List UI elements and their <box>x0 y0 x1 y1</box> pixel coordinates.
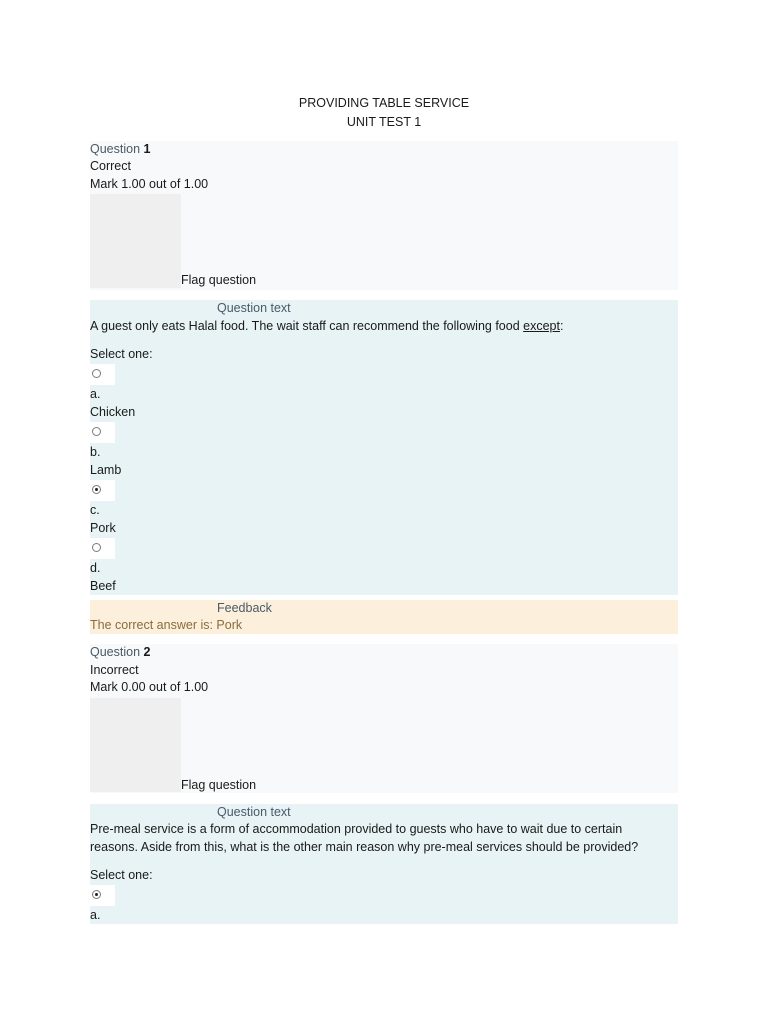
question-2-select-label: Select one: <box>90 868 153 882</box>
feedback-header: Feedback <box>217 601 272 615</box>
question-2-label: Question 2 <box>90 645 151 659</box>
radio-icon <box>92 427 101 436</box>
question-1-label: Question 1 <box>90 142 151 156</box>
radio-icon <box>92 369 101 378</box>
title-line-2: UNIT TEST 1 <box>346 115 422 129</box>
question-1-text-block <box>90 300 678 595</box>
question-1-info <box>90 141 678 290</box>
title-line-1: PROVIDING TABLE SERVICE <box>298 96 470 110</box>
question-2-flag-link[interactable]: Flag question <box>181 778 257 792</box>
question-2-option-a-radio[interactable] <box>90 885 115 906</box>
option-d-text: Beef <box>90 579 116 593</box>
question-2-number: 2 <box>143 645 151 659</box>
question-1-state: Correct <box>90 159 131 173</box>
option-b-radio[interactable] <box>90 422 115 443</box>
question-2-state: Incorrect <box>90 663 139 677</box>
question-2-prompt-line-2: reasons. Aside from this, what is the other main reason why pre-meal services should be provided? <box>90 840 639 854</box>
question-2-text-header: Question text <box>217 805 291 819</box>
feedback-text: The correct answer is: Pork <box>90 618 243 632</box>
question-1-mark: Mark 1.00 out of 1.00 <box>90 177 209 191</box>
question-1-prompt-emphasis: except <box>523 319 560 333</box>
radio-icon <box>92 543 101 552</box>
question-2-flag-image <box>90 698 181 792</box>
question-2-info <box>90 644 678 793</box>
option-c-radio[interactable] <box>90 480 115 501</box>
question-1-feedback <box>90 600 678 634</box>
radio-selected-icon <box>92 485 101 494</box>
option-b-text: Lamb <box>90 463 122 477</box>
question-1-text-header: Question text <box>217 301 291 315</box>
option-a-letter: a. <box>90 387 101 401</box>
question-1-prompt: A guest only eats Halal food. The wait staff can recommend the following food except: <box>90 319 564 333</box>
document-title <box>0 94 768 132</box>
option-b-letter: b. <box>90 445 101 459</box>
option-c-text: Pork <box>90 521 116 535</box>
question-1-flag-image <box>90 194 181 288</box>
question-1-select-label: Select one: <box>90 347 153 361</box>
question-1-flag-link[interactable]: Flag question <box>181 273 257 287</box>
option-d-radio[interactable] <box>90 538 115 559</box>
question-2-prompt-line-1: Pre-meal service is a form of accommodation provided to guests who have to wait due to certain <box>90 822 623 836</box>
question-1-number: 1 <box>143 142 151 156</box>
question-2-text-block <box>90 804 678 924</box>
option-c-letter: c. <box>90 503 100 517</box>
option-d-letter: d. <box>90 561 101 575</box>
option-a-radio[interactable] <box>90 364 115 385</box>
question-2-option-a-letter: a. <box>90 908 101 922</box>
question-2-mark: Mark 0.00 out of 1.00 <box>90 680 209 694</box>
radio-selected-icon <box>92 890 101 899</box>
option-a-text: Chicken <box>90 405 136 419</box>
